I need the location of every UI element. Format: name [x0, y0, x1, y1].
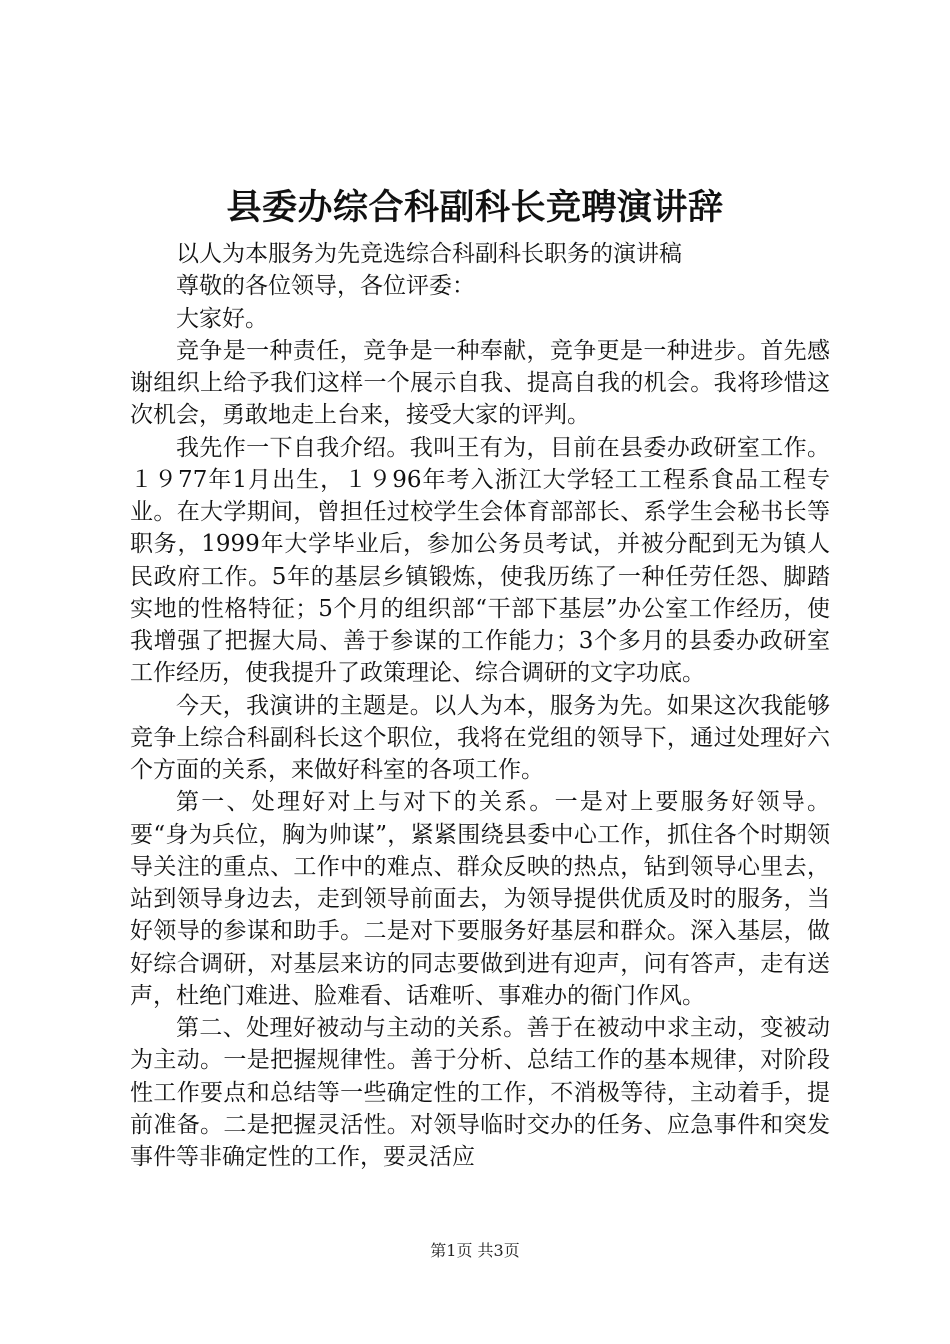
paragraph-self-introduction: 我先作一下自我介绍。我叫王有为，目前在县委办政研室工作。１９77年1月出生，１９96年考入浙江大学轻工工程系食品工程专业。在大学期间，曾担任过校学生会体育部部长、系学生会秘书长等职务，1999年大学毕业后，参加公务员考试，并被分配到无为镇人民政府工作。5年的基层乡镇锻炼，使我历练了一种任劳任怨、脚踏实地的性格特征；5个月的组织部“干部下基层”办公室工作经历，使我增强了把握大局、善于参谋的工作能力；3个多月的县委办政研室工作经历，使我提升了政策理论、综合调研的文字功底。	[130, 434, 830, 687]
document-title: 县委办综合科副科长竞聘演讲辞	[226, 187, 724, 228]
paragraph-point-one: 第一、处理好对上与对下的关系。一是对上要服务好领导。要“身为兵位，胸为帅谋”，紧紧围绕县委中心工作，抓住各个时期领导关注的重点、工作中的难点、群众反映的热点，钻到领导心里去，站到领导身边去，走到领导前面去，为领导提供优质及时的服务，当好领导的参谋和助手。二是对下要服务好基层和群众。深入基层，做好综合调研，对基层来访的同志要做到进有迎声，问有答声，走有送声，杜绝门难进、脸难看、话难听、事难办的衙门作风。	[130, 789, 830, 1009]
page-number-footer: 第1页 共3页	[430, 1241, 520, 1260]
paragraph-theme: 今天，我演讲的主题是。以人为本，服务为先。如果这次我能够竞争上综合科副科长这个职位，我将在党组的领导下，通过处理好六个方面的关系，来做好科室的各项工作。	[130, 692, 830, 783]
paragraph-point-two: 第二、处理好被动与主动的关系。善于在被动中求主动，变被动为主动。一是把握规律性。善于分析、总结工作的基本规律，对阶段性工作要点和总结等一些确定性的工作，不消极等待，主动着手，提前准备。二是把握灵活性。对领导临时交办的任务、应急事件和突发事件等非确定性的工作，要灵活应	[130, 1015, 830, 1170]
paragraph-greeting: 大家好。	[176, 305, 268, 332]
document-body	[130, 238, 830, 1173]
paragraph-salutation: 尊敬的各位领导，各位评委：	[176, 273, 475, 300]
paragraph-subtitle: 以人为本服务为先竞选综合科副科长职务的演讲稿	[176, 241, 682, 267]
paragraph-intro: 竞争是一种责任，竞争是一种奉献，竞争更是一种进步。首先感谢组织上给予我们这样一个展示自我、提高自我的机会。我将珍惜这次机会，勇敢地走上台来，接受大家的评判。	[130, 337, 830, 429]
